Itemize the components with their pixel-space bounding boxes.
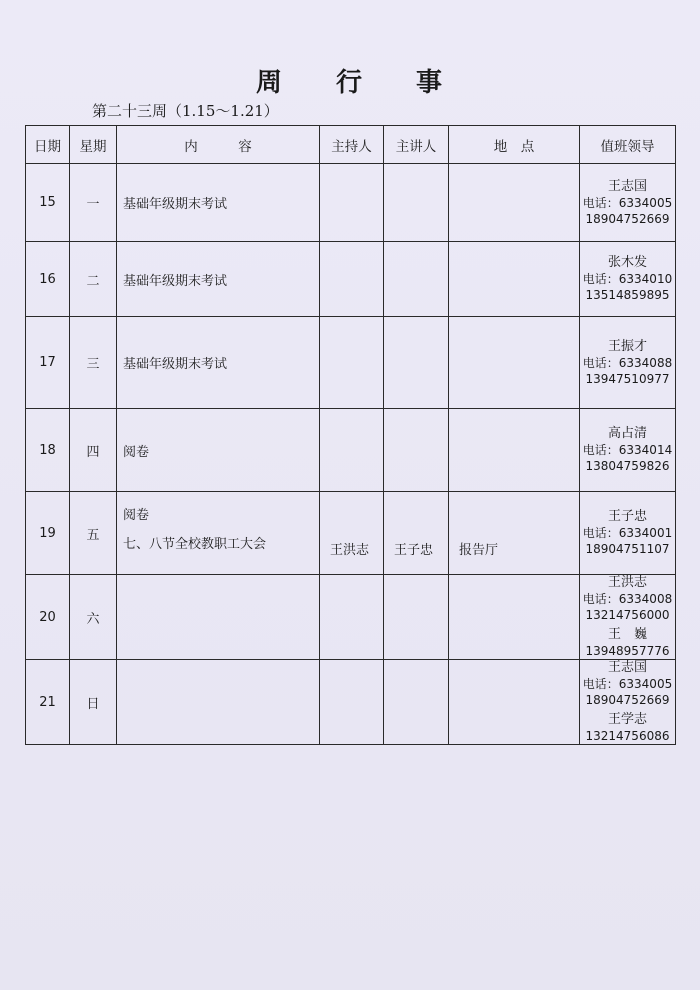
cell-weekday: 六 [70, 575, 117, 660]
cell-speaker [384, 409, 449, 492]
leader-mobile: 13214756086 [585, 729, 670, 743]
cell-weekday: 二 [70, 242, 117, 317]
leader-mobile: 13514859895 [585, 288, 670, 302]
cell-content [117, 660, 320, 745]
cell-content [117, 409, 320, 492]
cell-date: 15 [26, 164, 70, 242]
cell-host [320, 409, 384, 492]
header-duty-leader: 值班领导 [580, 126, 676, 164]
leader-name: 王振才 [607, 338, 647, 354]
cell-host [320, 575, 384, 660]
cell-weekday: 日 [70, 660, 117, 745]
leader-block [580, 339, 675, 387]
cell-speaker: 王子忠 [384, 492, 449, 575]
cell-date: 18 [26, 409, 70, 492]
leader-block [580, 509, 675, 557]
cell-location [449, 317, 580, 409]
cell-host [320, 242, 384, 317]
leader-name: 高占清 [607, 426, 647, 441]
table-row [26, 492, 676, 575]
header-location: 地 点 [449, 126, 580, 164]
header-host: 主持人 [320, 126, 384, 164]
cell-speaker [384, 575, 449, 660]
cell-weekday: 五 [70, 492, 117, 575]
content-line: 阅卷 [123, 508, 150, 523]
leader-mobile: 18904751107 [585, 542, 670, 556]
leader-name: 王 巍 [607, 627, 647, 642]
cell-speaker [384, 242, 449, 317]
cell-speaker [384, 317, 449, 409]
leader-phone: 电话：6334010 [582, 272, 673, 286]
leader-mobile: 18904752669 [585, 693, 670, 707]
cell-location [449, 575, 580, 660]
cell-date: 20 [26, 575, 70, 660]
leader-block [580, 426, 675, 474]
cell-duty-leader [580, 242, 676, 317]
leader-phone: 电话：6334005 [582, 677, 673, 691]
cell-content [117, 164, 320, 242]
leader-name: 王志国 [607, 660, 647, 675]
leader-block [580, 712, 675, 744]
leader-name: 王子忠 [607, 509, 647, 524]
title-char: 行 [335, 68, 364, 98]
cell-duty-leader [580, 660, 676, 745]
cell-date: 19 [26, 492, 70, 575]
content-line: 基础年级期末考试 [123, 197, 228, 212]
cell-date: 17 [26, 317, 70, 409]
content-line: 基础年级期末考试 [123, 273, 228, 289]
leader-phone: 电话：6334014 [582, 443, 673, 457]
cell-date: 21 [26, 660, 70, 745]
schedule-table [25, 125, 676, 745]
cell-location [449, 242, 580, 317]
cell-host: 王洪志 [320, 492, 384, 575]
leader-mobile: 18904752669 [585, 211, 670, 226]
header-speaker: 主讲人 [384, 126, 449, 164]
table-row [26, 660, 676, 745]
table-row [26, 242, 676, 317]
header-weekday: 星期 [70, 126, 117, 164]
cell-duty-leader [580, 317, 676, 409]
title-char: 事 [416, 68, 445, 98]
cell-weekday: 一 [70, 164, 117, 242]
cell-duty-leader [580, 575, 676, 660]
cell-location [449, 164, 580, 242]
content-line: 阅卷 [123, 444, 150, 460]
leader-phone: 电话：6334001 [582, 526, 673, 540]
leader-name: 张木发 [607, 255, 647, 270]
cell-weekday: 三 [70, 317, 117, 409]
cell-duty-leader [580, 492, 676, 575]
leader-block [580, 255, 675, 303]
table-row [26, 409, 676, 492]
cell-content [117, 317, 320, 409]
cell-host [320, 317, 384, 409]
leader-mobile: 13948957776 [585, 644, 670, 658]
cell-duty-leader [580, 409, 676, 492]
leader-mobile: 13947510977 [585, 371, 670, 386]
cell-content [117, 242, 320, 317]
cell-host [320, 164, 384, 242]
leader-block [580, 627, 675, 659]
content-line: 基础年级期末考试 [123, 357, 228, 372]
cell-content [117, 575, 320, 660]
cell-location [449, 660, 580, 745]
cell-weekday: 四 [70, 409, 117, 492]
header-content: 内 容 [117, 126, 320, 164]
content-line: 七、八节全校教职工大会 [123, 537, 267, 552]
cell-duty-leader [580, 164, 676, 242]
cell-speaker [384, 164, 449, 242]
leader-name: 王志国 [607, 178, 647, 194]
table-row [26, 164, 676, 242]
leader-phone: 电话：6334005 [582, 195, 673, 210]
week-label: 第二十三周（1.15～1.21） [92, 102, 279, 120]
leader-name: 王洪志 [607, 575, 647, 590]
leader-mobile: 13214756000 [585, 608, 670, 622]
cell-content [117, 492, 320, 575]
cell-location [449, 409, 580, 492]
title-char: 周 [255, 68, 284, 98]
table-row [26, 317, 676, 409]
table-row [26, 575, 676, 660]
cell-speaker [384, 660, 449, 745]
document-title [0, 62, 700, 99]
cell-host [320, 660, 384, 745]
leader-phone: 电话：6334088 [582, 355, 673, 370]
leader-block [580, 179, 675, 227]
table-header-row [26, 126, 676, 164]
leader-phone: 电话：6334008 [582, 592, 673, 606]
leader-block [580, 575, 675, 623]
cell-date: 16 [26, 242, 70, 317]
leader-name: 王学志 [607, 712, 647, 727]
schedule-body [26, 164, 676, 745]
leader-mobile: 13804759826 [585, 459, 670, 473]
cell-location: 报告厅 [449, 492, 580, 575]
header-date: 日期 [26, 126, 70, 164]
leader-block [580, 660, 675, 708]
